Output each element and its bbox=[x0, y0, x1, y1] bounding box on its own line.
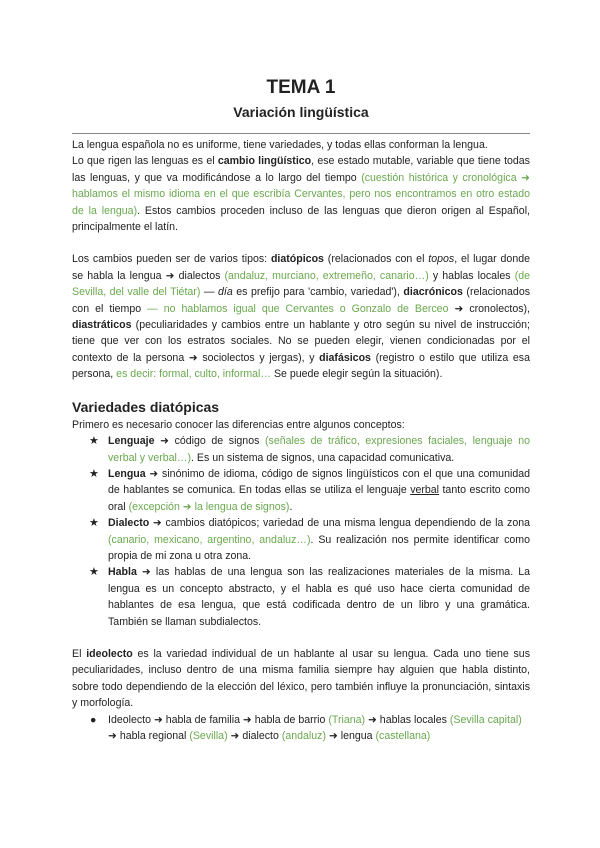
example: (andaluz, murciano, extremeño, canario…) bbox=[224, 269, 429, 282]
term: Habla bbox=[108, 566, 137, 579]
list-item-habla bbox=[72, 564, 530, 630]
intro-example: (cuestión histórica y cronológica ➜ hablamos el mismo idioma en el que escribía Cervantes, pero nos encontramos en otro estado de la lengua) bbox=[72, 171, 530, 217]
star-icon: ★ bbox=[89, 467, 99, 480]
concepts-list bbox=[72, 433, 530, 630]
text: Los cambios pueden ser de varios tipos: bbox=[72, 253, 271, 266]
text: Ideolecto ➜ habla de familia ➜ habla de barrio bbox=[108, 713, 329, 726]
section-lead: Primero es necesario conocer las diferencias entre algunos conceptos: bbox=[72, 418, 405, 431]
list-item-lenguaje bbox=[72, 433, 530, 466]
term-ideolecto: ideolecto bbox=[86, 647, 133, 660]
text: El bbox=[72, 647, 87, 660]
example: (señales de tráfico, expresiones faciales, lenguaje no verbal y verbal…) bbox=[108, 435, 531, 464]
star-icon: ★ bbox=[89, 517, 99, 530]
example: — no hablamos igual que Cervantes o Gonzalo de Berceo bbox=[147, 302, 449, 315]
text: ➜ dialecto bbox=[227, 730, 282, 742]
example: (canario, mexicano, argentino, andaluz…) bbox=[108, 533, 311, 546]
example: (andaluz) bbox=[281, 730, 326, 742]
text: — bbox=[200, 286, 219, 299]
intro-line-1 bbox=[72, 137, 530, 153]
list-item-dialecto bbox=[72, 515, 530, 564]
list-item-hierarchy bbox=[72, 712, 530, 745]
term-diastraticos: diastráticos bbox=[72, 319, 132, 332]
types-paragraph bbox=[72, 251, 530, 382]
intro-text: Lo que rigen las lenguas es el bbox=[72, 155, 218, 168]
list-item-lengua bbox=[72, 466, 530, 515]
term-diatopicos: diatópicos bbox=[270, 253, 324, 266]
text: , el lugar donde se habla la lengua ➜ dialectos bbox=[72, 253, 530, 282]
term-topos: topos bbox=[428, 253, 455, 266]
text: ➜ lengua bbox=[326, 730, 376, 742]
example: (Sevilla) bbox=[189, 730, 228, 742]
text: y hablas locales bbox=[428, 269, 515, 282]
text: (peculiaridades y cambios entre un hablante y otro según su nivel de instrucción; tiene que ver con los estratos sociales. No se pueden elegir, vienen condicionadas por el contexto de la persona ➜ sociolectos y jergas), y bbox=[72, 319, 530, 364]
text: (registro o estilo que utiliza esa persona, bbox=[72, 351, 530, 381]
text: es prefijo para 'cambio, variedad'), bbox=[232, 286, 404, 299]
bullet-icon: ● bbox=[90, 713, 97, 726]
hierarchy-list bbox=[72, 712, 530, 745]
term-diafasicos: diafásicos bbox=[319, 351, 371, 364]
intro-paragraph bbox=[72, 153, 530, 235]
term: Lengua bbox=[108, 467, 146, 480]
text: ➜ sinónimo de idioma, código de signos lingüísticos con el que una comunidad de hablantes se comunica. En todas ellas se utiliza el lenguaje bbox=[108, 467, 530, 497]
example: (Sevilla capital) bbox=[449, 713, 522, 726]
term-dia: día bbox=[218, 286, 233, 299]
example: (de Sevilla, del valle del Tiétar) bbox=[72, 269, 531, 299]
star-icon: ★ bbox=[89, 566, 99, 579]
example: es decir: formal, culto, informal… bbox=[116, 368, 272, 381]
text: ➜ habla regional bbox=[108, 730, 190, 742]
page-title: TEMA 1 bbox=[266, 77, 336, 98]
text: es la variedad individual de un hablante al usar su lengua. Cada uno tiene sus peculiaridades, incluso dentro de una misma familia siempre hay alguien que habla distinto, sobre todo dependiendo de la elección del léxico, pero también influye la pronunciación, sintaxis y morfología. bbox=[72, 647, 530, 710]
example: (castellana) bbox=[375, 730, 431, 742]
example: (Triana) bbox=[328, 713, 366, 726]
section-heading: Variedades diatópicas bbox=[72, 398, 220, 415]
text: ➜ cronolectos), bbox=[448, 302, 530, 315]
underlined-text: verbal bbox=[410, 484, 440, 497]
text: (relacionados con el bbox=[323, 253, 429, 266]
term: Lenguaje bbox=[108, 435, 155, 448]
text: ➜ las hablas de una lengua son las realizaciones materiales de la misma. La lengua es un concepto abstracto, y el habla es qué uso hace cierta comunidad de hablantes de esa lengua, que está codificada dentro de un libro y una gramática. También se llaman subdialectos. bbox=[108, 566, 530, 628]
intro-text: . Estos cambios proceden incluso de las lenguas que dieron origen al Español, principalmente el latín. bbox=[72, 204, 530, 234]
intro-text: , ese estado mutable, variable que tiene todas las lenguas, y que va modificándose a lo largo del tiempo bbox=[72, 155, 530, 184]
term: Dialecto bbox=[108, 517, 150, 530]
intro-text: La lengua española no es uniforme, tiene variedades, y todas ellas conforman la lengua. bbox=[72, 139, 488, 151]
text: ➜ hablas locales bbox=[365, 713, 450, 726]
spacer bbox=[72, 235, 530, 251]
term-cambio-linguistico: cambio lingüístico bbox=[217, 155, 312, 168]
title-divider bbox=[72, 133, 530, 134]
star-icon: ★ bbox=[89, 435, 99, 448]
text: . bbox=[289, 500, 293, 513]
text: Se puede elegir según la situación). bbox=[271, 368, 443, 381]
example: (excepción ➜ la lengua de signos) bbox=[128, 500, 290, 513]
text: tanto escrito como oral bbox=[108, 484, 531, 513]
text: (relacionados con el tiempo bbox=[72, 286, 531, 315]
text: . Es un sistema de signos, una capacidad comunicativa. bbox=[191, 451, 455, 464]
text: . Su realización nos permite identificar como propia de mi zona u otra zona. bbox=[108, 533, 530, 562]
text: ➜ código de signos bbox=[154, 435, 265, 448]
idiolect-paragraph bbox=[72, 646, 530, 712]
term-diacronicos: diacrónicos bbox=[403, 286, 463, 299]
page-subtitle: Variación lingüística bbox=[233, 104, 369, 120]
text: ➜ cambios diatópicos; variedad de una misma lengua dependiendo de la zona bbox=[149, 517, 530, 530]
spacer bbox=[72, 383, 530, 397]
spacer bbox=[72, 630, 530, 646]
